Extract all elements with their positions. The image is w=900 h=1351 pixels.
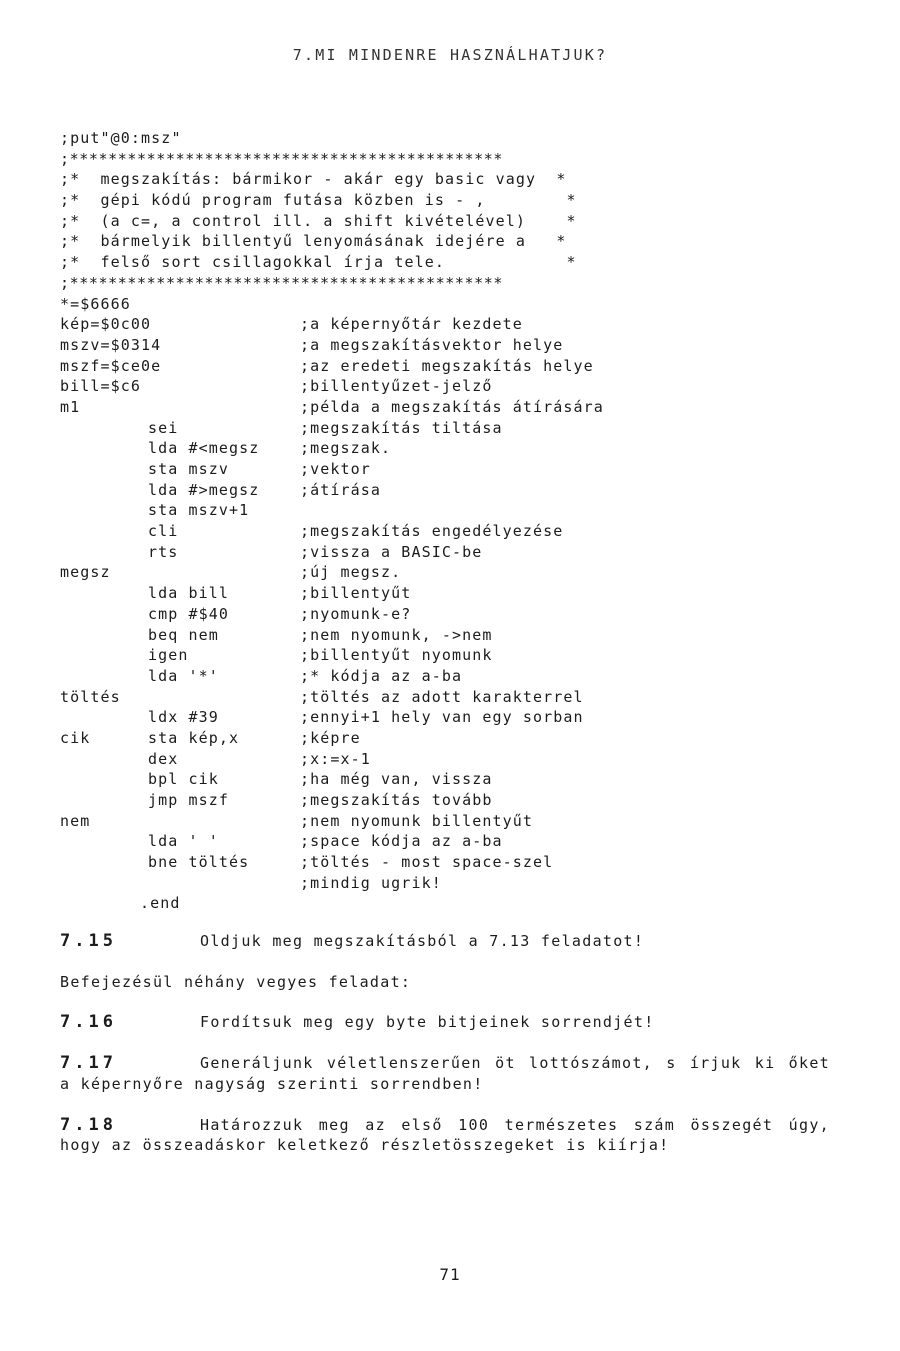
code-label: megsz: [60, 563, 111, 582]
assembly-listing: [60, 128, 860, 914]
exercise-number: 7.16: [60, 1012, 117, 1033]
code-line: [60, 542, 860, 563]
code-instruction: lda #>megsz: [148, 480, 260, 499]
code-line: [60, 190, 860, 211]
code-line: [60, 831, 860, 852]
code-label: m1: [60, 397, 81, 416]
code-comment: ;vissza a BASIC-be: [300, 542, 483, 561]
code-label: *=$6666: [60, 294, 131, 313]
code-line: [60, 707, 860, 728]
code-line: [60, 645, 860, 666]
code-line: [60, 273, 860, 294]
code-comment: ;megszak.: [300, 439, 392, 458]
code-instruction: igen: [148, 646, 189, 665]
code-label: cik: [60, 728, 91, 747]
code-instruction: lda '*': [148, 666, 219, 685]
code-comment: ;képre: [300, 728, 361, 747]
exercise-text: Fordítsuk meg egy byte bitjeinek sorrendjét!: [200, 1013, 655, 1032]
page-title: 7.MI MINDENRE HASZNÁLHATJUK?: [292, 46, 608, 64]
code-instruction: rts: [148, 542, 179, 561]
exercise-text: Oldjuk meg megszakításból a 7.13 feladatot!: [200, 932, 645, 950]
code-instruction: cli: [148, 522, 179, 541]
comment-box-line: ;* megszakítás: bármikor - akár egy basic vagy *: [60, 170, 567, 189]
code-comment: ;megszakítás engedélyezése: [300, 522, 564, 541]
code-instruction: lda #<megsz: [148, 439, 260, 458]
code-instruction: dex: [148, 749, 179, 768]
code-line: [60, 356, 860, 377]
code-line: [60, 459, 860, 480]
exercise-number: 7.17: [60, 1053, 117, 1074]
code-label: kép=$0c00: [60, 315, 152, 334]
code-comment: ;ennyi+1 hely van egy sorban: [300, 708, 584, 727]
code-line: [60, 790, 860, 811]
code-comment: ;a megszakításvektor helye: [300, 335, 564, 354]
code-comment: ;új megsz.: [300, 563, 402, 582]
code-line: [60, 314, 860, 335]
code-comment: ;átírása: [300, 480, 382, 499]
code-instruction: .end: [140, 894, 181, 913]
code-comment: ;az eredeti megszakítás helye: [300, 356, 594, 375]
code-comment: ;példa a megszakítás átírására: [300, 397, 604, 416]
code-line: [60, 811, 860, 832]
code-line: [60, 418, 860, 439]
code-instruction: jmp mszf: [148, 791, 230, 809]
code-line: [60, 873, 860, 894]
exercise-7-16: [60, 1012, 830, 1033]
code-line: [60, 687, 860, 708]
code-line: [60, 169, 860, 190]
page-number: 71: [439, 1265, 461, 1284]
section-intro: Befejezésül néhány vegyes feladat:: [60, 972, 412, 991]
comment-border: ;*********************************************: [60, 149, 504, 168]
code-instruction: lda ' ': [148, 832, 219, 851]
code-label: töltés: [60, 687, 121, 706]
exercise-list: [60, 931, 830, 1176]
code-line: [60, 438, 860, 459]
code-comment: ;mindig ugrik!: [300, 873, 442, 892]
code-comment: ;billentyűt nyomunk: [300, 646, 493, 665]
code-instruction: bpl cik: [148, 770, 219, 789]
code-instruction: cmp #$40: [148, 604, 230, 623]
code-line: [60, 625, 860, 646]
code-line: [60, 376, 860, 397]
code-line: [60, 728, 860, 749]
code-line: [60, 852, 860, 873]
code-line: [60, 583, 860, 604]
code-line: [60, 521, 860, 542]
code-comment: ;vektor: [300, 460, 371, 478]
code-comment: ;a képernyőtár kezdete: [300, 315, 523, 334]
code-line: [60, 397, 860, 418]
code-line: [60, 231, 860, 252]
exercise-7-18: [60, 1115, 830, 1156]
code-line: [60, 893, 860, 914]
code-comment: ;space kódja az a-ba: [300, 832, 503, 851]
exercise-number: 7.15: [60, 931, 117, 951]
code-instruction: sei: [148, 418, 179, 437]
code-instruction: lda bill: [148, 584, 230, 603]
code-label: mszv=$0314: [60, 335, 162, 354]
comment-box-line: ;* bármelyik billentyű lenyomásának idejére a *: [60, 232, 567, 251]
comment-border: ;*********************************************: [60, 273, 504, 292]
code-line: [60, 211, 860, 232]
code-comment: ;nem nyomunk, ->nem: [300, 625, 493, 644]
code-comment: ;megszakítás tiltása: [300, 418, 503, 437]
code-line: [60, 252, 860, 273]
code-line: [60, 666, 860, 687]
code-comment: ;nem nyomunk billentyűt: [300, 811, 534, 830]
code-line: [60, 335, 860, 356]
code-line: [60, 149, 860, 170]
code-comment: ;* kódja az a-ba: [300, 666, 463, 685]
comment-box-line: ;* (a c=, a control ill. a shift kivételével) *: [60, 211, 577, 230]
code-comment: ;nyomunk-e?: [300, 604, 412, 623]
code-line: [60, 769, 860, 790]
exercise-7-15: [60, 931, 830, 952]
code-comment: ;töltés - most space-szel: [300, 853, 554, 872]
code-comment: ;töltés az adott karakterrel: [300, 687, 584, 706]
code-instruction: sta mszv: [148, 460, 230, 478]
code-instruction: ldx #39: [148, 708, 219, 727]
exercise-number: 7.18: [60, 1114, 117, 1135]
code-instruction: bne töltés: [148, 853, 250, 872]
code-comment: ;put"@0:msz": [60, 129, 182, 147]
code-instruction: sta mszv+1: [148, 501, 250, 520]
code-instruction: beq nem: [148, 625, 219, 644]
code-line: [60, 749, 860, 770]
exercise-text: Generáljunk véletlenszerűen öt lottószámot, s írjuk ki őket a képernyőre nagyság szerinti sorrendben!: [60, 1054, 830, 1093]
exercise-7-17: [60, 1053, 830, 1094]
exercise-text: Határozzuk meg az első 100 természetes szám összegét úgy, hogy az összeadáskor keletkező részletösszegeket is kiírja!: [60, 1115, 830, 1155]
code-comment: ;x:=x-1: [300, 749, 371, 768]
code-line: [60, 128, 860, 149]
code-line: [60, 604, 860, 625]
code-instruction: sta kép,x: [148, 728, 240, 747]
code-comment: ;ha még van, vissza: [300, 770, 493, 789]
code-line: [60, 294, 860, 315]
code-label: nem: [60, 811, 91, 830]
code-comment: ;megszakítás tovább: [300, 791, 493, 809]
code-line: [60, 500, 860, 521]
code-line: [60, 480, 860, 501]
code-label: bill=$c6: [60, 377, 142, 396]
comment-box-line: ;* gépi kódú program futása közben is - , *: [60, 191, 577, 210]
code-line: [60, 562, 860, 583]
code-label: mszf=$ce0e: [60, 356, 162, 375]
code-comment: ;billentyűt: [300, 584, 412, 603]
comment-box-line: ;* felső sort csillagokkal írja tele. *: [60, 253, 577, 272]
code-comment: ;billentyűzet-jelző: [300, 377, 493, 396]
